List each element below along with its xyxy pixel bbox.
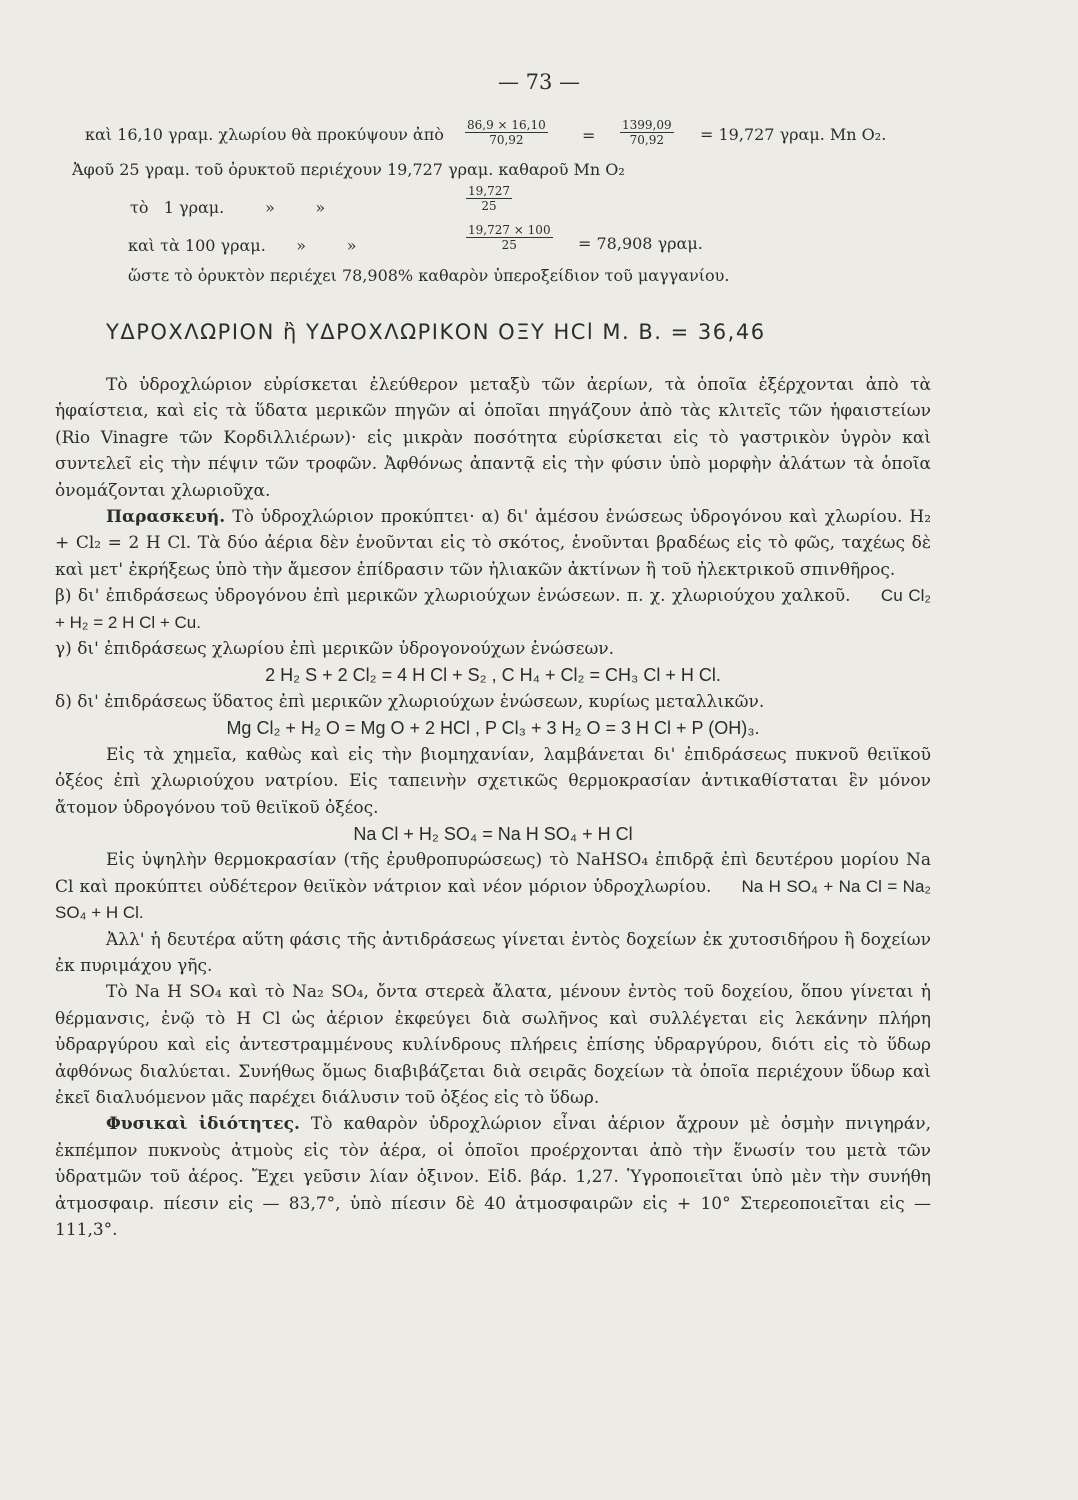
paragraph-physical bbox=[55, 1111, 931, 1243]
fraction-numerator: 1399,09 bbox=[622, 118, 672, 132]
fraction-numerator: 19,727 × 100 bbox=[468, 223, 551, 237]
calc-result-1: = 19,727 γραμ. Mn O₂. bbox=[700, 125, 887, 144]
calc-fraction-1 bbox=[465, 118, 548, 147]
paragraph-collection: Τὸ Na H SO₄ καὶ τὸ Na₂ SO₄, ὄντα στερεὰ ἄλατα, μένουν ἐντὸς τοῦ δοχείου, ὅπου γίνεται ἡ θέρμανσις, ἐνῷ τὸ H Cl ὡς ἀέριον ἐκφεύγει διὰ σωλῆνος καὶ συλλέγεται εἰς λεκάνην πλήρη ὑδραργύρου καὶ εἰς ἀντεστραμμένους κυλίνδρους πλήρεις ἐπίσης ὑδραργύρου, διότι εἰς τὸ ὕδωρ ἀφθόνως διαλύεται. Συνήθως ὅμως διαβιβάζεται διὰ σειρᾶς δοχείων τὰ ὁποῖα περιέχουν ὕδωρ καὶ ἐκεῖ διαλυόμενον μᾶς παρέχει διάλυσιν τοῦ ὀξέος εἰς τὸ ὕδωρ. bbox=[55, 982, 931, 1108]
paragraph-preparation bbox=[55, 504, 931, 583]
paragraph-industrial: Εἰς τὰ χημεῖα, καθὼς καὶ εἰς τὴν βιομηχανίαν, λαμβάνεται δι' ἐπιδράσεως πυκνοῦ θειϊκοῦ ὀξέος ἐπὶ χλωριούχου νατρίου. Εἰς ταπεινὴν σχετικῶς θερμοκρασίαν ἀντικαθίσταται ἓν μόνον ἄτομον ὑδρογόνου τοῦ θειϊκοῦ ὀξέος. bbox=[55, 744, 931, 818]
high-temp-equation: Na H SO₄ + Na Cl = Na₂ SO₄ + H Cl. bbox=[55, 876, 932, 923]
paragraph-method-d: δ) δι' ἐπιδράσεως ὕδατος ἐπὶ μερικῶν χλωριούχων ἑνώσεων, κυρίως μεταλλικῶν. bbox=[55, 691, 765, 712]
fraction-denominator: 70,92 bbox=[629, 133, 664, 147]
fraction-numerator: 19,727 bbox=[468, 184, 510, 198]
physical-title: Φυσικαὶ ἰδιότητες. bbox=[106, 1114, 300, 1135]
page-number: — 73 — bbox=[497, 70, 581, 94]
calc-equals: = bbox=[582, 126, 596, 145]
calc-fraction-4 bbox=[466, 223, 553, 252]
preparation-title: Παρασκευή. bbox=[106, 507, 226, 528]
body-text bbox=[55, 372, 931, 1243]
calc-line-1: καὶ 16,10 γραμ. χλωρίου θὰ προκύψουν ἀπὸ bbox=[85, 125, 444, 144]
preparation-text: Τὸ ὑδροχλώριον προκύπτει· α) δι' ἀμέσου ἑνώσεως ὑδρογόνου καὶ χλωρίου. H₂ + Cl₂ = 2 H Cl. Τὰ δύο ἀέρια δὲν ἑνοῦνται εἰς τὸ σκότος, ἑνοῦνται βραδέως εἰς τὸ φῶς, ταχέως δὲ καὶ μετ' ἐκρήξεως ὑπὸ τὴν ἄμεσον ἐπίδρασιν τῶν ἡλιακῶν ἀκτίνων ἢ τοῦ ἠλεκτρικοῦ σπινθῆρος. bbox=[55, 507, 932, 580]
fraction-denominator: 25 bbox=[481, 199, 497, 213]
calc-fraction-3 bbox=[466, 184, 512, 213]
paragraph-high-temp bbox=[55, 847, 931, 926]
paragraph-method-c: γ) δι' ἐπιδράσεως χλωρίου ἐπὶ μερικῶν ὑδρογονούχων ἑνώσεων. bbox=[55, 639, 615, 660]
method-b-text: β) δι' ἐπιδράσεως ὑδρογόνου ἐπὶ μερικῶν χλωριούχων ἑνώσεων. π. χ. χλωριούχου χαλκοῦ. bbox=[55, 586, 851, 607]
calc-result-4: = 78,908 γραμ. bbox=[578, 234, 703, 253]
calc-fraction-2 bbox=[620, 118, 674, 147]
fraction-denominator: 70,92 bbox=[489, 133, 524, 147]
fraction-denominator: 25 bbox=[501, 238, 517, 252]
paragraph-vessels: Ἀλλ' ἡ δευτέρα αὕτη φάσις τῆς ἀντιδράσεως γίνεται ἐντὸς δοχείων ἐκ χυτοσιδήρου ἢ δοχείων ἐκ πυριμάχου γῆς. bbox=[55, 929, 931, 976]
calc-line-2: Ἀφοῦ 25 γραμ. τοῦ ὀρυκτοῦ περιέχουν 19,727 γραμ. καθαροῦ Mn O₂ bbox=[72, 160, 625, 179]
fraction-numerator: 86,9 × 16,10 bbox=[467, 118, 546, 132]
equation-method-c: 2 H₂ S + 2 Cl₂ = 4 H Cl + S₂ , C H₄ + Cl₂ = CH₃ Cl + H Cl. bbox=[265, 665, 721, 686]
equation-method-d: Mg Cl₂ + H₂ O = Mg O + 2 HCl , P Cl₃ + 3 H₂ O = 3 H Cl + P (OH)₃. bbox=[226, 718, 760, 739]
calc-line-5: ὥστε τὸ ὀρυκτὸν περιέχει 78,908% καθαρὸν ὑπεροξείδιον τοῦ μαγγανίου. bbox=[128, 266, 730, 285]
paragraph-method-b bbox=[55, 583, 931, 636]
equation-nacl: Na Cl + H₂ SO₄ = Na H SO₄ + H Cl bbox=[353, 823, 633, 844]
physical-text: Τὸ καθαρὸν ὑδροχλώριον εἶναι ἀέριον ἄχρουν μὲ ὀσμὴν πνιγηράν, ἐκπέμπον πυκνοὺς ἀτμοὺς εἰς τὸν ἀέρα, οἱ ὁποῖοι προέρχονται ἀπὸ τὴν ἕνωσίν του μετὰ τῶν ὑδρατμῶν τοῦ ἀέρος. Ἔχει γεῦσιν λίαν ὀξινον. Εἰδ. βάρ. 1,27. Ὑγροποιεῖται ὑπὸ μὲν τὴν συνήθη ἀτμοσφαιρ. πίεσιν εἰς — 83,7°, ὑπὸ πίεσιν δὲ 40 ἀτμοσφαιρῶν εἰς + 10° Στερεοποιεῖται εἰς — 111,3°. bbox=[55, 1114, 932, 1240]
paragraph-occurrence: Τὸ ὑδροχλώριον εὑρίσκεται ἐλεύθερον μεταξὺ τῶν ἀερίων, τὰ ὁποῖα ἐξέρχονται ἀπὸ τὰ ἡφαίστεια, καὶ εἰς τὰ ὕδατα μερικῶν πηγῶν αἱ ὁποῖαι πηγάζουν ἀπὸ τὰς κλιτεῖς τῶν ἡφαιστείων (Rio Vinagre τῶν Κορδιλλιέρων)· εἰς μικρὰν ποσότητα εὑρίσκεται εἰς τὸ γαστρικὸν ὑγρὸν καὶ συντελεῖ εἰς τὴν πέψιν τῶν τροφῶν. Ἀφθόνως ἀπαντᾷ εἰς τὴν φύσιν ὑπὸ μορφὴν ἀλάτων τὰ ὁποῖα ὀνομάζονται χλωριοῦχα. bbox=[55, 375, 931, 501]
calc-line-3: τὸ 1 γραμ. » » bbox=[130, 198, 326, 217]
high-temp-text: Εἰς ὑψηλὴν θερμοκρασίαν (τῆς ἐρυθροπυρώσεως) τὸ NaHSO₄ ἐπιδρᾷ ἐπὶ δευτέρου μορίου Na Cl καὶ προκύπτει οὐδέτερον θειϊκὸν νάτριον καὶ νέον μόριον ὑδροχλωρίου. bbox=[55, 850, 931, 897]
calc-line-4: καὶ τὰ 100 γραμ. » » bbox=[128, 236, 357, 255]
method-b-equation: Cu Cl₂ + H₂ = 2 H Cl + Cu. bbox=[55, 586, 932, 632]
section-heading: ΥΔΡΟΧΛΩΡΙΟΝ ἢ ΥΔΡΟΧΛΩΡΙΚΟΝ ΟΞΥ HCl M. B. = 36,46 bbox=[106, 320, 766, 344]
